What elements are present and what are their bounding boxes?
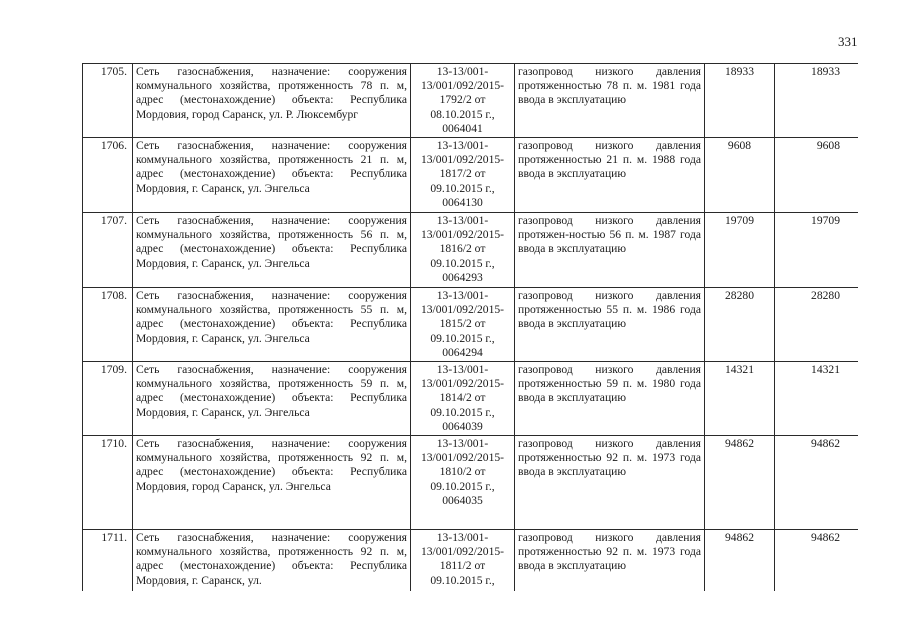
registration-line: 09.10.2015 г., <box>430 256 495 270</box>
object-description: Сеть газоснабжения, назначение: сооружения коммунального хозяйства, протяженность 78 п. м, адрес (местонахождение) объекта: Республика Мордовия, город Саранск, ул. Р. Люксембург <box>133 64 411 138</box>
registration-line: 0064293 <box>442 270 483 284</box>
object-description: Сеть газоснабжения, назначение: сооружения коммунального хозяйства, протяженность 55 п. м, адрес (местонахождение) объекта: Республика Мордовия, г. Саранск, ул. Энгельса <box>133 288 411 362</box>
registration-line: 09.10.2015 г., <box>430 479 495 493</box>
row-number: 1705. <box>83 64 133 138</box>
registration-line: 13/001/092/2015- <box>420 153 505 167</box>
value-cell: 94862 <box>705 530 775 591</box>
registration-line: 13/001/092/2015- <box>420 377 505 391</box>
pipeline-note: газопровод низкого давления протяженностью 59 п. м. 1980 года ввода в эксплуатацию <box>515 362 705 436</box>
row-number: 1708. <box>83 288 133 362</box>
value-cell: 94862 <box>705 436 775 530</box>
registration-line: 13/001/092/2015- <box>420 228 505 242</box>
registration-record <box>411 138 515 213</box>
table-row <box>83 64 859 138</box>
row-number: 1706. <box>83 138 133 213</box>
pipeline-note: газопровод низкого давления протяжен-ностью 56 п. м. 1987 года ввода в эксплуатацию <box>515 213 705 288</box>
pipeline-note: газопровод низкого давления протяженностью 21 п. м. 1988 года ввода в эксплуатацию <box>515 138 705 213</box>
value-cell: 19709 <box>775 213 859 288</box>
table-row <box>83 530 859 591</box>
value-cell: 94862 <box>775 436 859 530</box>
table-row <box>83 288 859 362</box>
registration-line: 1816/2 от <box>439 242 486 256</box>
registration-line: 13-13/001- <box>436 289 489 303</box>
registration-line: 13-13/001- <box>436 531 489 545</box>
pipeline-note: газопровод низкого давления протяженностью 92 п. м. 1973 года ввода в эксплуатацию <box>515 436 705 530</box>
registration-line: 0064041 <box>442 121 483 135</box>
registration-line: 09.10.2015 г., <box>430 573 495 587</box>
value-cell: 18933 <box>775 64 859 138</box>
registration-line: 09.10.2015 г., <box>430 181 495 195</box>
registration-line: 1817/2 от <box>439 167 486 181</box>
row-number: 1710. <box>83 436 133 530</box>
value-cell: 94862 <box>775 530 859 591</box>
registration-line: 09.10.2015 г., <box>430 405 495 419</box>
registration-line: 0064294 <box>442 345 483 359</box>
registration-line: 13-13/001- <box>436 214 489 228</box>
registration-line: 1815/2 от <box>439 317 486 331</box>
registration-line: 13-13/001- <box>436 65 489 78</box>
document-table-container <box>82 63 858 591</box>
value-cell: 28280 <box>705 288 775 362</box>
value-cell: 14321 <box>705 362 775 436</box>
registration-record <box>411 213 515 288</box>
value-cell: 14321 <box>775 362 859 436</box>
registration-line: 13/001/092/2015- <box>420 303 505 317</box>
table-row <box>83 362 859 436</box>
property-register-table <box>82 63 858 591</box>
pipeline-note: газопровод низкого давления протяженностью 78 п. м. 1981 года ввода в эксплуатацию <box>515 64 705 138</box>
table-row <box>83 436 859 530</box>
registration-record <box>411 436 515 530</box>
pipeline-note: газопровод низкого давления протяженностью 55 п. м. 1986 года ввода в эксплуатацию <box>515 288 705 362</box>
object-description: Сеть газоснабжения, назначение: сооружения коммунального хозяйства, протяженность 21 п. м, адрес (местонахождение) объекта: Республика Мордовия, г. Саранск, ул. Энгельса <box>133 138 411 213</box>
registration-line: 13-13/001- <box>436 139 489 153</box>
value-cell: 19709 <box>705 213 775 288</box>
value-cell: 18933 <box>705 64 775 138</box>
row-number: 1711. <box>83 530 133 591</box>
registration-line: 1810/2 от <box>439 465 486 479</box>
value-cell: 9608 <box>705 138 775 213</box>
pipeline-note: газопровод низкого давления протяженностью 92 п. м. 1973 года ввода в эксплуатацию <box>515 530 705 591</box>
registration-line: 1792/2 от <box>439 93 486 107</box>
object-description: Сеть газоснабжения, назначение: сооружения коммунального хозяйства, протяженность 59 п. м, адрес (местонахождение) объекта: Республика Мордовия, г. Саранск, ул. Энгельса <box>133 362 411 436</box>
registration-line: 13/001/092/2015- <box>420 545 505 559</box>
registration-record <box>411 362 515 436</box>
registration-record <box>411 530 515 591</box>
object-description: Сеть газоснабжения, назначение: сооружения коммунального хозяйства, протяженность 92 п. м, адрес (местонахождение) объекта: Республика Мордовия, г. Саранск, ул. <box>133 530 411 591</box>
registration-line: 0064039 <box>442 419 483 433</box>
registration-line: 13/001/092/2015- <box>420 451 505 465</box>
object-description: Сеть газоснабжения, назначение: сооружения коммунального хозяйства, протяженность 92 п. м, адрес (местонахождение) объекта: Республика Мордовия, город Саранск, ул. Энгельса <box>133 436 411 530</box>
registration-line: 1814/2 от <box>439 391 486 405</box>
registration-line: 0064035 <box>442 493 483 507</box>
table-row <box>83 138 859 213</box>
registration-line: 13/001/092/2015- <box>420 79 505 93</box>
page-number: 331 <box>838 34 858 49</box>
registration-line: 13-13/001- <box>436 437 489 451</box>
registration-line: 08.10.2015 г., <box>430 107 495 121</box>
value-cell: 28280 <box>775 288 859 362</box>
registration-line: 13-13/001- <box>436 363 489 377</box>
registration-line: 09.10.2015 г., <box>430 331 495 345</box>
registration-line: 1811/2 от <box>439 559 486 573</box>
table-row <box>83 213 859 288</box>
object-description: Сеть газоснабжения, назначение: сооружения коммунального хозяйства, протяженность 56 п. м, адрес (местонахождение) объекта: Республика Мордовия, г. Саранск, ул. Энгельса <box>133 213 411 288</box>
value-cell: 9608 <box>775 138 859 213</box>
registration-record <box>411 64 515 138</box>
registration-record <box>411 288 515 362</box>
row-number: 1709. <box>83 362 133 436</box>
registration-line: 0064130 <box>442 195 483 209</box>
row-number: 1707. <box>83 213 133 288</box>
